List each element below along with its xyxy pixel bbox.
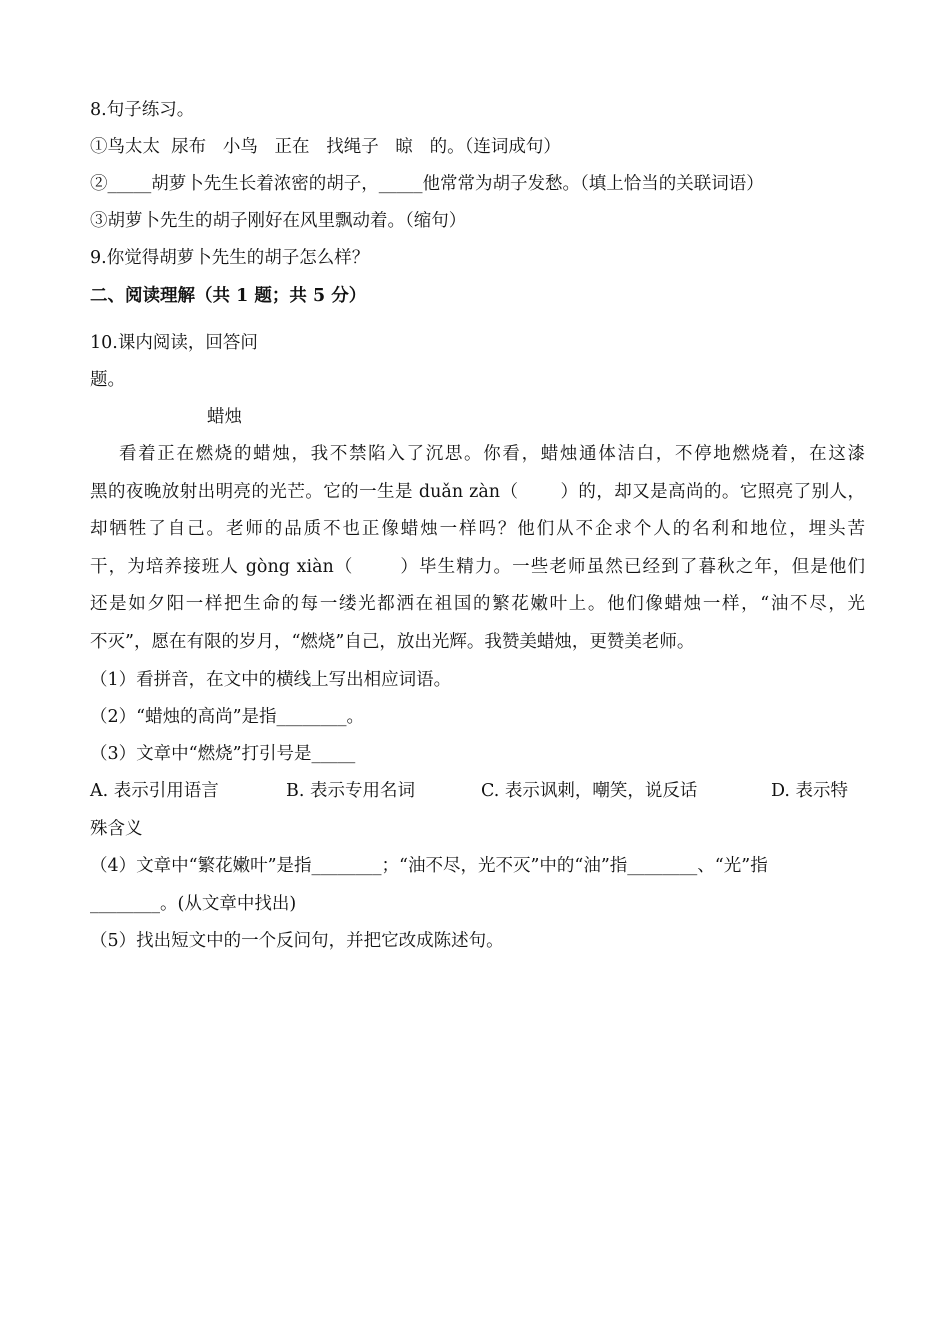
passage-line-5: 还是如夕阳一样把生命的每一缕光都洒在祖国的繁花嫩叶上。他们像蜡烛一样，“油不尽，光 [90, 594, 865, 614]
question-10-title-line-2: 题。 [90, 370, 125, 390]
section-2-heading: 二、阅读理解（共 1 题；共 5 分） [90, 286, 367, 306]
passage-line-1: 看着正在燃烧的蜡烛，我不禁陷入了沉思。你看，蜡烛通体洁白，不停地燃烧着，在这漆 [90, 444, 865, 464]
question-10-title-line-1: 10.课内阅读，回答问 [90, 333, 258, 353]
passage-line-3: 却牺牲了自己。老师的品质不也正像蜡烛一样吗？他们从不企求个人的名利和地位，埋头苦 [90, 519, 865, 539]
sub-question-2: （2）“蜡烛的高尚”是指________。 [90, 707, 365, 727]
option-a: A. 表示引用语言 [90, 781, 219, 801]
sub-question-1: （1）看拼音，在文中的横线上写出相应词语。 [90, 670, 452, 690]
sub-question-3: （3）文章中“燃烧”打引号是_____ [90, 744, 356, 764]
option-d-continued: 殊含义 [90, 819, 143, 839]
option-c: C. 表示讽刺，嘲笑，说反话 [481, 781, 698, 801]
sub-question-4-line-1: （4）文章中“繁花嫩叶”是指________；“油不尽，光不灭”中的“油”指________、“光”指 [90, 856, 768, 876]
option-b: B. 表示专用名词 [286, 781, 415, 801]
question-8-title: 8.句子练习。 [90, 100, 195, 120]
sub-question-5: （5）找出短文中的一个反问句，并把它改成陈述句。 [90, 931, 504, 951]
question-8-sentence-3: ③胡萝卜先生的胡子刚好在风里飘动着。（缩句） [90, 211, 467, 231]
question-8-sentence-1: ①鸟太太 尿布 小鸟 正在 找绳子 晾 的。（连词成句） [90, 137, 561, 157]
question-9-title: 9.你觉得胡萝卜先生的胡子怎么样？ [90, 248, 370, 268]
passage-line-2: 黑的夜晚放射出明亮的光芒。它的一生是 duǎn zàn（ ）的，却又是高尚的。它照亮了别人， [90, 482, 865, 502]
sub-question-4-line-2: ________。(从文章中找出) [90, 894, 297, 914]
passage-line-6: 不灭”，愿在有限的岁月，“燃烧”自己，放出光辉。我赞美蜡烛，更赞美老师。 [90, 632, 695, 652]
option-d: D. 表示特 [771, 781, 849, 801]
passage-title: 蜡烛 [207, 407, 242, 427]
passage-line-4: 干，为培养接班人 gòng xiàn（ ）毕生精力。一些老师虽然已经到了暮秋之年，但是他们 [90, 557, 865, 577]
question-8-sentence-2: ②_____胡萝卜先生长着浓密的胡子，_____他常常为胡子发愁。（填上恰当的关联词语） [90, 174, 764, 194]
